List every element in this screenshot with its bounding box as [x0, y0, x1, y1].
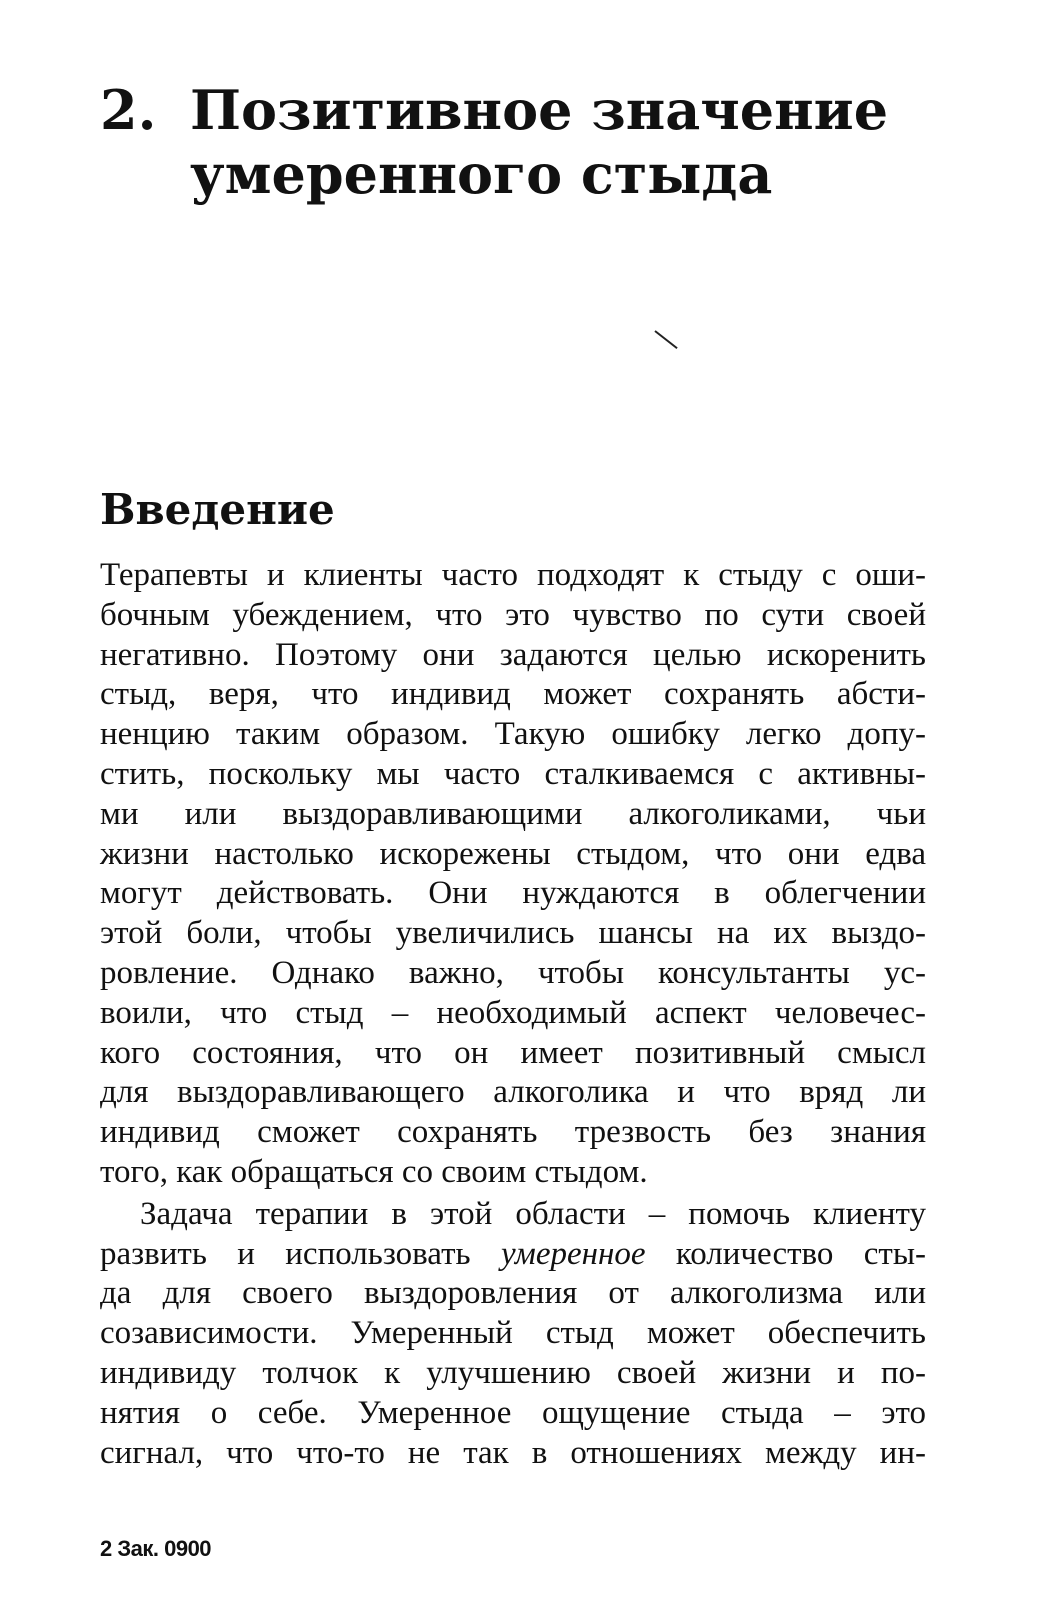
body-text: [100, 556, 926, 1473]
text-line: могут действовать. Они нуждаются в облегчении: [100, 875, 926, 912]
text-line: индивиду толчок к улучшению своей жизни и по-: [100, 1354, 926, 1391]
text-line: стить, поскольку мы часто сталкиваемся с активны-: [100, 755, 926, 792]
text-line: кого состояния, что он имеет позитивный смысл: [100, 1034, 926, 1071]
text-line: воили, что стыд – необходимый аспект человечес-: [100, 994, 926, 1031]
text-line: стыд, веря, что индивид может сохранять абсти-: [100, 676, 926, 713]
text-line: этой боли, чтобы увеличились шансы на их выздо-: [100, 915, 926, 952]
text-line: того, как обращаться со своим стыдом.: [100, 1153, 648, 1190]
text-line: Терапевты и клиенты часто подходят к стыду с оши-: [100, 557, 926, 593]
text-line: Задача терапии в этой области – помочь клиенту: [140, 1195, 926, 1232]
paragraph-1: [100, 556, 926, 1193]
text-line: для выздоравливающего алкоголика и что вряд ли: [100, 1074, 926, 1111]
text-line-with-emphasis: [100, 1235, 926, 1275]
section-heading: Введение: [100, 485, 335, 534]
stray-print-mark: [654, 330, 677, 349]
text-line: индивид сможет сохранять трезвость без знания: [100, 1114, 926, 1151]
text-line: бочным убеждением, что это чувство по сути своей: [100, 596, 926, 633]
text-line: ненцию таким образом. Такую ошибку легко допу-: [100, 716, 926, 753]
text-line: да для своего выздоровления от алкоголизма или: [100, 1275, 926, 1312]
paragraph-2: [100, 1195, 926, 1474]
text-line: жизни настолько искорежены стыдом, что они едва: [100, 835, 926, 872]
text-line: негативно. Поэтому они задаются целью искоренить: [100, 636, 926, 673]
text-fragment: количество сты-: [645, 1235, 926, 1272]
text-line: созависимости. Умеренный стыд может обеспечить: [100, 1315, 926, 1352]
text-line: сигнал, что что-то не так в отношениях между ин-: [100, 1434, 926, 1471]
chapter-title-line-1: Позитивное значение: [190, 78, 889, 142]
printer-signature: 2 Зак. 0900: [100, 1536, 212, 1561]
text-line: нятия о себе. Умеренное ощущение стыда – это: [100, 1394, 926, 1431]
text-fragment: развить и использовать: [100, 1235, 501, 1272]
text-line: ми или выздоравливающими алкоголиками, чьи: [100, 795, 926, 832]
chapter-title: [190, 78, 1010, 206]
chapter-title-line-2: умеренного стыда: [190, 142, 773, 206]
emphasized-word: умеренное: [500, 1235, 646, 1272]
text-line: ровление. Однако важно, чтобы консультанты ус-: [100, 954, 926, 991]
chapter-number: 2.: [100, 78, 157, 142]
